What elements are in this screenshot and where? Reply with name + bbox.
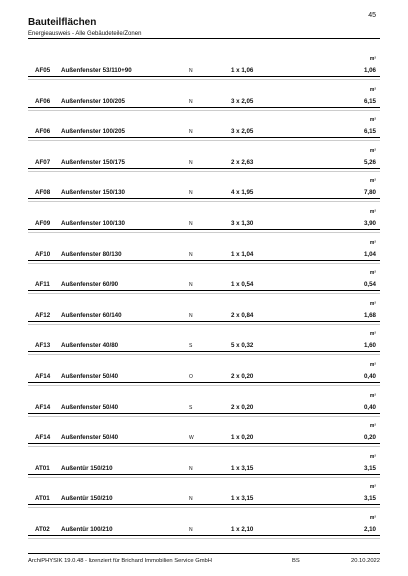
orientation: N	[189, 159, 193, 166]
component-code: AF05	[35, 67, 51, 74]
area-calculation: 3 x 1,30	[231, 219, 254, 227]
component-name: Außenfenster 100/205	[61, 97, 125, 105]
area-value: 1,60	[363, 342, 376, 350]
component-name: Außentür 150/210	[61, 464, 113, 472]
area-value: 5,26	[363, 158, 376, 166]
table-row	[28, 117, 380, 148]
page-subtitle: Energieausweis - Alle Gebäudeteile/Zonen	[28, 31, 142, 37]
component-name: Außenfenster 100/205	[61, 128, 125, 136]
footer-software-license: ArchiPHYSIK 19.0.48 - lizenziert für Brichard Immobilien Service GmbH	[28, 558, 212, 564]
area-value: 0,40	[363, 403, 376, 411]
orientation: N	[189, 190, 193, 197]
row-divider-light	[28, 171, 380, 172]
component-name: Außenfenster 150/130	[61, 189, 125, 197]
area-calculation: 1 x 0,20	[231, 434, 254, 442]
component-code: AF06	[35, 97, 51, 105]
component-code: AF11	[35, 281, 50, 289]
unit-label: m²	[369, 239, 376, 246]
row-divider	[28, 107, 380, 108]
row-divider-light	[28, 477, 380, 478]
table-row	[28, 301, 380, 332]
row-divider	[28, 443, 380, 444]
component-code: AT02	[35, 525, 50, 533]
component-code: AF07	[35, 158, 51, 166]
component-code: AF12	[35, 311, 51, 319]
unit-label: m²	[369, 331, 376, 338]
table-row	[28, 331, 380, 362]
table-row	[28, 393, 380, 424]
row-divider-light	[28, 263, 380, 264]
component-code: AT01	[35, 464, 50, 472]
area-value: 3,90	[363, 219, 376, 227]
area-calculation: 1 x 3,15	[231, 464, 254, 472]
component-name: Außenfenster 60/140	[61, 311, 122, 319]
component-code: AF14	[35, 403, 51, 411]
row-divider	[28, 413, 380, 414]
row-divider	[28, 351, 380, 352]
component-name: Außenfenster 60/90	[61, 281, 119, 289]
header-divider	[28, 38, 380, 39]
area-calculation: 2 x 0,84	[231, 311, 254, 319]
table-row	[28, 515, 380, 546]
row-divider	[28, 198, 380, 199]
component-code: AF09	[35, 219, 51, 227]
row-divider-light	[28, 538, 380, 539]
table-row	[28, 148, 380, 179]
unit-label: m²	[369, 453, 376, 460]
table-row	[28, 423, 380, 454]
component-area-list	[28, 56, 380, 546]
unit-label: m²	[369, 56, 376, 62]
table-row	[28, 484, 380, 515]
orientation: N	[189, 220, 193, 227]
area-calculation: 3 x 2,05	[231, 128, 254, 136]
row-divider	[28, 474, 380, 475]
table-row	[28, 209, 380, 240]
component-code: AF14	[35, 372, 51, 380]
orientation: N	[189, 98, 193, 105]
row-divider-light	[28, 507, 380, 508]
unit-label: m²	[369, 423, 376, 430]
table-row	[28, 56, 380, 87]
table-row	[28, 362, 380, 393]
orientation: S	[189, 343, 193, 350]
area-value: 1,06	[363, 67, 376, 74]
orientation: N	[189, 68, 193, 74]
area-value: 0,20	[363, 434, 376, 442]
row-divider-light	[28, 293, 380, 294]
area-value: 3,15	[363, 464, 376, 472]
unit-label: m²	[369, 86, 376, 93]
orientation: N	[189, 526, 193, 533]
component-name: Außenfenster 50/40	[61, 403, 119, 411]
area-calculation: 3 x 2,05	[231, 97, 254, 105]
orientation: N	[189, 129, 193, 136]
row-divider	[28, 290, 380, 291]
orientation: N	[189, 465, 193, 472]
unit-label: m²	[369, 270, 376, 277]
component-code: AF06	[35, 128, 51, 136]
area-calculation: 1 x 1,04	[231, 250, 254, 258]
unit-label: m²	[369, 147, 376, 154]
row-divider-light	[28, 416, 380, 417]
area-calculation: 2 x 0,20	[231, 403, 254, 411]
row-divider-light	[28, 446, 380, 447]
unit-label: m²	[369, 484, 376, 491]
orientation: S	[189, 404, 193, 411]
orientation: N	[189, 251, 193, 258]
area-calculation: 2 x 0,20	[231, 372, 254, 380]
area-calculation: 4 x 1,95	[231, 189, 254, 197]
area-calculation: 1 x 1,06	[231, 67, 254, 74]
component-code: AF13	[35, 342, 51, 350]
unit-label: m²	[369, 361, 376, 368]
area-value: 0,54	[363, 281, 376, 289]
unit-label: m²	[369, 178, 376, 185]
row-divider	[28, 382, 380, 383]
unit-label: m²	[369, 117, 376, 124]
component-name: Außenfenster 50/40	[61, 434, 119, 442]
component-code: AF10	[35, 250, 51, 258]
row-divider-light	[28, 79, 380, 80]
footer-author-initials: BS	[292, 558, 300, 564]
row-divider	[28, 260, 380, 261]
table-row	[28, 178, 380, 209]
component-name: Außenfenster 100/130	[61, 219, 125, 227]
row-divider-light	[28, 354, 380, 355]
area-value: 7,80	[363, 189, 376, 197]
orientation: O	[189, 373, 193, 380]
area-calculation: 5 x 0,32	[231, 342, 254, 350]
area-calculation: 1 x 2,10	[231, 525, 254, 533]
footer-divider	[28, 553, 380, 554]
area-value: 0,40	[363, 372, 376, 380]
component-name: Außentür 100/210	[61, 525, 113, 533]
row-divider	[28, 504, 380, 505]
component-code: AF08	[35, 189, 51, 197]
table-row	[28, 87, 380, 118]
row-divider	[28, 168, 380, 169]
area-value: 1,04	[363, 250, 376, 258]
component-name: Außenfenster 50/40	[61, 372, 119, 380]
unit-label: m²	[369, 300, 376, 307]
unit-label: m²	[369, 208, 376, 215]
component-name: Außenfenster 150/175	[61, 158, 125, 166]
orientation: N	[189, 312, 193, 319]
row-divider-light	[28, 110, 380, 111]
component-code: AF14	[35, 434, 51, 442]
row-divider-light	[28, 232, 380, 233]
area-calculation: 1 x 3,15	[231, 495, 254, 503]
row-divider-light	[28, 385, 380, 386]
component-code: AT01	[35, 495, 50, 503]
area-value: 3,15	[363, 495, 376, 503]
row-divider	[28, 137, 380, 138]
area-calculation: 1 x 0,54	[231, 281, 254, 289]
table-row	[28, 454, 380, 485]
row-divider	[28, 535, 380, 536]
area-value: 1,68	[363, 311, 376, 319]
component-name: Außenfenster 40/80	[61, 342, 119, 350]
area-calculation: 2 x 2,63	[231, 158, 254, 166]
page-title: Bauteilflächen	[28, 17, 97, 28]
area-value: 2,10	[363, 525, 376, 533]
orientation: W	[189, 435, 194, 442]
row-divider-light	[28, 201, 380, 202]
area-value: 6,15	[363, 128, 376, 136]
footer-date: 20.10.2022	[350, 558, 380, 564]
component-name: Außentür 150/210	[61, 495, 113, 503]
page-number: 45	[368, 12, 376, 19]
component-name: Außenfenster 80/130	[61, 250, 122, 258]
row-divider	[28, 76, 380, 77]
orientation: N	[189, 496, 193, 503]
unit-label: m²	[369, 392, 376, 399]
row-divider	[28, 229, 380, 230]
orientation: N	[189, 282, 193, 289]
row-divider-light	[28, 324, 380, 325]
row-divider-light	[28, 140, 380, 141]
table-row	[28, 240, 380, 271]
area-value: 6,15	[363, 97, 376, 105]
row-divider	[28, 321, 380, 322]
component-name: Außenfenster 53/110+90	[61, 67, 132, 74]
unit-label: m²	[369, 514, 376, 521]
table-row	[28, 270, 380, 301]
